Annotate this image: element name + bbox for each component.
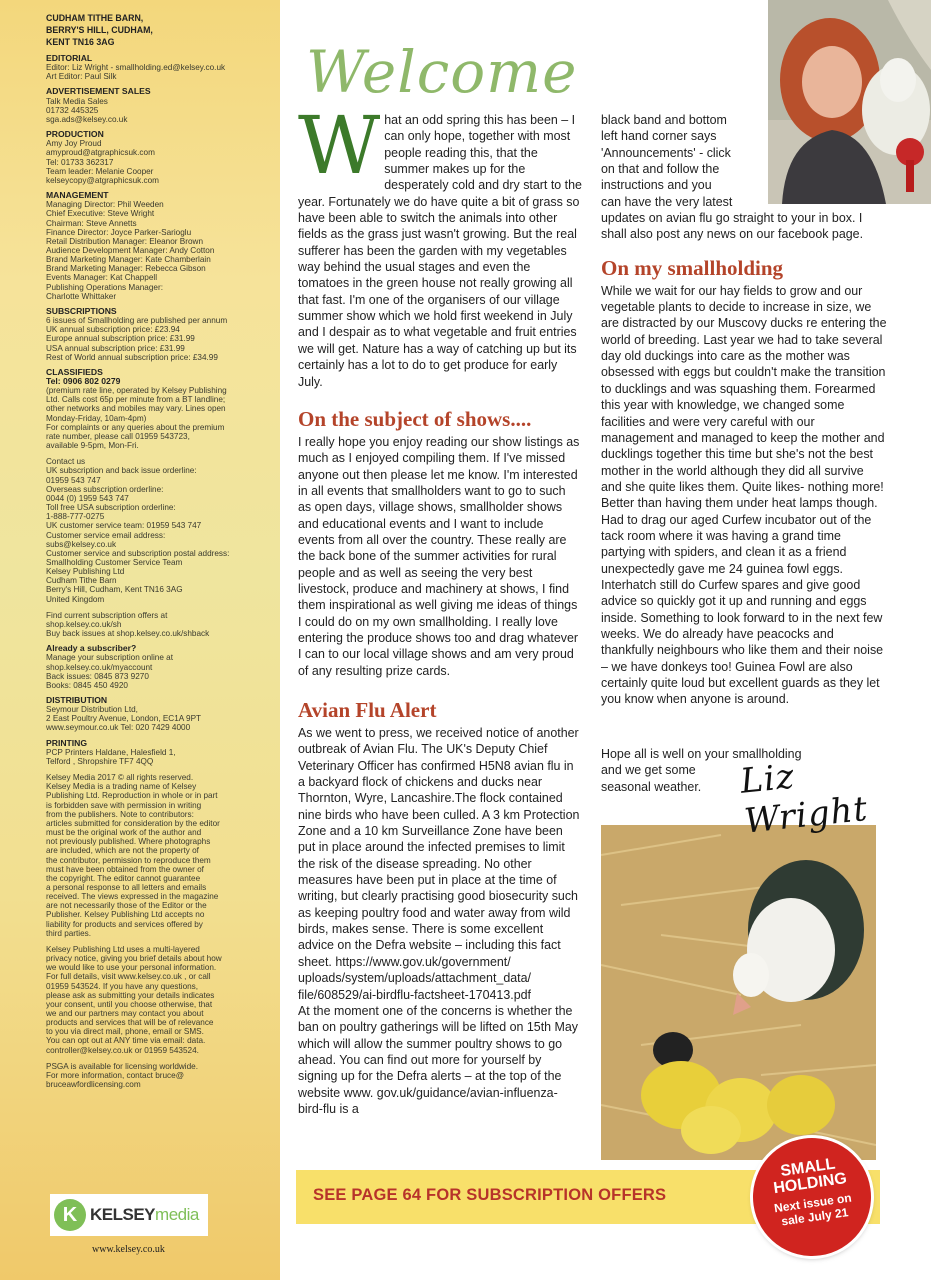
distribution-details: Seymour Distribution Ltd, 2 East Poultry Avenue, London, EC1A 9PT www.seymour.co.uk Tel: 020 7429 4000 (46, 705, 202, 733)
avian-flu-heading: Avian Flu Alert (298, 698, 437, 722)
contact-details: Contact us UK subscription and back issue orderline: 01959 543 747 Overseas subscription orderline: 0044 (0) 1959 543 747 Toll free USA subscription orderline: 1-888-777-0275 UK customer service team: 01959 543 747 Customer service email address: subs@kelsey.co.uk Customer service and subscription postal address: Smallholding Customer Service Team Kelsey Publishing Ltd Cudham Tithe Barn Berry's Hill, Cudham, Kent TN16 3AG United Kingdom (46, 457, 230, 604)
subscription-offer-text: SEE PAGE 64 FOR SUBSCRIPTION OFFERS (313, 1186, 667, 1204)
avian-flu-paragraph: As we went to press, we received notice of another outbreak of Avian Flu. The UK's Deputy Chief Veterinary Officer has confirmed H5N8 avian flu in a backyard flock of chickens and ducks near Thornton, Wyre, Lancashire.The flock contained nine birds who have been culled. A 3 km Protection Zone and a 10 km Surveillance Zone have been put in place around the infected premises to limit the risk of the disease spreading. No other measures have been put in place at the time of writing, but clearly practising good biosecurity such as keeping poultry food and water away from wild birds, makes sense. There is some excellent advice on the Defra website – including this fact sheet. https://www.gov.uk/government/ uploads/system/uploads/attachment_data/ file/608529/ai-birdflu-factsheet-170413.pdf (298, 726, 580, 1002)
management-heading: MANAGEMENT (46, 190, 109, 201)
signoff-text: Hope all is well on your smallholding and we get some seasonal weather. (601, 747, 802, 794)
editorial-heading: EDITORIAL (46, 53, 93, 63)
printing-heading: PRINTING (46, 737, 88, 748)
offers-details: Find current subscription offers at shop.kelsey.co.uk/sh Buy back issues at shop.kelsey.co.uk/shback (46, 610, 210, 639)
logo-wordmark (90, 1205, 199, 1225)
intro-lead: hat an odd spring this has been – I can only hope, together with most people reading this, that the summer makes up for the (384, 113, 576, 177)
classifieds-details: (premium rate line, operated by Kelsey Publishing Ltd. Calls cost 65p per minute from a BT landline; other networks and mobiles may vary. Lines open Monday-Friday, 10am-4pm) For complaints or any queries about the premium rate number, please call 01959 543723, available 9-5pm, Mon-Fri. (46, 386, 227, 451)
ads-heading: ADVERTISEMENT SALES (46, 86, 151, 97)
editorial-details: Editor: Liz Wright - smallholding.ed@kelsey.co.uk Art Editor: Paul Silk (46, 63, 226, 82)
intro-paragraph (298, 99, 582, 390)
smallholding-paragraph: While we wait for our hay fields to grow and our vegetable plants to decide to increase in size, we are distracted by our Muscovy ducks re entering the world of breeding. Last year we had to take several day old duckings into care as the mother was obsessed with eggs but couldn't make the transition to ducklings and was squashing them. Forearmed this year with knowledge, we changed some facilities and were very careful with our management and managed to keep the mother and ducklings together this time but she's not the best mother in the world although they did all survive and she quite likes them. Quite likes- nothing more! Better than having them under heat lamps though. Had to drag our aged Curfew incubator out of the tack room where it was having a grand time partying with spiders, and clean it as a friend unexpectedly gave me 24 guinea fowl eggs. Interhatch still do Curfew spares and give good advice so quickly got it up and running and eggs inside. Something to look forward to in the next few weeks. We do already have peacocks and thankfully neighbours who like them and their noise – we have donkeys too! Guinea Fowl are also certainly quite loud but excellent guards as they let you know when anyone is around. (601, 283, 887, 707)
production-details: Amy Joy Proud amyproud@atgraphicsuk.com Tel: 01733 362317 Team leader: Melanie Cooper kelseycopy@atgraphicsuk.com (46, 139, 159, 185)
logo-main: KELSEY (90, 1205, 156, 1224)
distribution-heading: DISTRIBUTION (46, 695, 108, 705)
drop-cap: W (298, 99, 381, 192)
intro-rest: desperately cold and dry start to the year. Fortunately we do have quite a bit of grass so have been able to switch the animals into other fields as the grass just wasn't growing. But the real sufferer has been the garden with my vegetables way behind the usual stages and even the tomatoes in the green house not really growing all that fast. I'm one of the organisers of our village summer show which we hold first weekend in July and I despair as to what vegetable and fruit entries we will get. Nature has a way of catching up but its certainly has a lot to do to get produce for early July. (298, 178, 582, 389)
production-heading: PRODUCTION (46, 129, 104, 140)
masthead-text (46, 12, 274, 1089)
editor-signature: Liz Wright (738, 756, 870, 842)
kelsey-media-logo (50, 1194, 208, 1236)
privacy-notice: Kelsey Publishing Ltd uses a multi-layered privacy notice, giving you brief details about how we would like to use your personal information. For full details, visit www.kelsey.co.uk , or call 01959 543524. If you have any questions, please ask as submitting your details indicates your consent, until you choose otherwise, that we and our partners may contact you about products and services that will be of relevance to you via direct mail, phone, email or SMS. You can opt out at ANY time via email: data. controller@kelsey.co.uk or 01959 543524. (46, 944, 222, 1055)
masthead-sidebar (0, 0, 280, 1280)
already-subscriber-heading: Already a subscriber? (46, 643, 137, 654)
avian-flu-paragraph-2: At the moment one of the concerns is whether the ban on poultry gatherings will be lifted on 15th May which will allow the summer poultry shows to go ahead. You can find out more for yourself by signing up for the Defra alerts – at the top of the website www. gov.uk/guidance/avian-influenza-bird-flu is a (298, 1003, 579, 1116)
article-column-2 (601, 112, 887, 708)
publisher-address: CUDHAM TITHE BARN, BERRY'S HILL, CUDHAM, KENT TN16 3AG (46, 13, 153, 47)
already-subscriber-details: Manage your subscription online at shop.kelsey.co.uk/myaccount Back issues: 0845 873 9270 Books: 0845 450 4920 (46, 653, 173, 690)
smallholding-heading: On my smallholding (601, 255, 784, 280)
subscriptions-heading: SUBSCRIPTIONS (46, 305, 117, 316)
kelsey-k-icon: K (54, 1199, 86, 1231)
badge-next-issue: Next issue on sale July 21 (773, 1190, 853, 1229)
shows-paragraph: I really hope you enjoy reading our show listings as much as I enjoyed compiling them. If I've missed anyone out then please let me know. I'm interested in all events that smallholders want to go to such as open days, village shows, smallholder shows and educational events and I want to include events from all over the country. These really are the back bone of the summer activities for rural people and as well as seeing the very best livestock, produce and machinery at shows, I find them inspirational as well giving me ideas of things I could do on my own smallholding. I really love entering the produce shows too and drag whatever I can to our local village shows and am very proud of any resulting prize cards. (298, 434, 580, 678)
page-title: Welcome (306, 38, 578, 106)
ducks-photo (601, 825, 876, 1160)
management-details: Managing Director: Phil Weeden Chief Executive: Steve Wright Chairman: Steve Annetts Finance Director: Joyce Parker-Sarioglu Retail Distribution Manager: Eleanor Brown Audience Development Manager: Andy Cotton Brand Marketing Manager: Kate Chamberlain Brand Marketing Manager: Rebecca Gibson Events Manager: Kat Chappell Publishing Operations Manager: Charlotte Whittaker (46, 200, 215, 301)
classifieds-heading: CLASSIFIEDS (46, 366, 103, 377)
printing-details: PCP Printers Haldane, Halesfield 1, Telford , Shropshire TF7 4QQ (46, 747, 176, 766)
defra-continued: black band and bottom left hand corner says 'Announcements' - click on that and follow the instructions and you can have the very latest updates on avian flu go straight to your in box. I shall also post any news on our facebook page. (601, 113, 864, 242)
ads-details: Talk Media Sales 01732 445325 sga.ads@kelsey.co.uk (46, 96, 128, 124)
subscriptions-details: 6 issues of Smallholding are published per annum UK annual subscription price: £23.94 Europe annual subscription price: £31.99 USA annual subscription price: £31.99 Rest of World annual subscription price: £34.99 (46, 316, 228, 362)
shows-heading: On the subject of shows.... (298, 406, 532, 431)
classifieds-tel: Tel: 0906 802 0279 (46, 376, 121, 386)
kelsey-url: www.kelsey.co.uk (92, 1244, 165, 1255)
psga-notice: PSGA is available for licensing worldwide. For more information, contact bruce@ bruceawfordlicensing.com (46, 1061, 198, 1090)
logo-sub: media (155, 1205, 199, 1224)
badge-title: SMALL HOLDING (772, 1155, 848, 1198)
legal-notice: Kelsey Media 2017 © all rights reserved. Kelsey Media is a trading name of Kelsey Publishing Ltd. Reproduction in whole or in part is forbidden save with permission in writing from the publishers. Note to contributors: articles submitted for consideration by the editor must be the original work of the author and not previously published. Where photographs are included, which are not the property of the contributor, permission to reproduce them must have been obtained from the owner of the copyright. The editor cannot guarantee a personal response to all letters and emails received. The views expressed in the magazine are not necessarily those of the Editor or the Publisher. Kelsey Publishing Ltd accepts no liability for products and services offered by third parties. (46, 773, 220, 938)
article-column-1 (298, 99, 582, 1117)
